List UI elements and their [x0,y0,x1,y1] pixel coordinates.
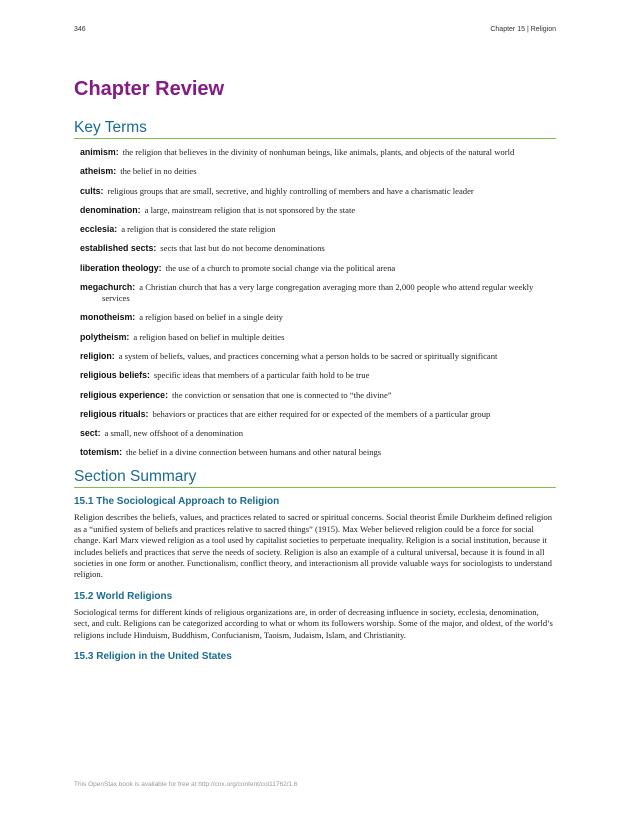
term-definition: a large, mainstream religion that is not sponsored by the state [144,204,356,215]
term-word: monotheism: [80,312,136,323]
running-header: Chapter 15 | Religion [490,26,556,33]
term-definition: sects that last but do not become denominations [160,243,325,254]
term-definition: the religion that believes in the divinity of nonhuman beings, like animals, plants, and objects of the natural world [122,147,515,157]
term-entry [74,205,556,216]
term-entry [74,166,556,177]
page-number: 346 [74,26,86,33]
term-entry [74,263,556,274]
term-word: cults: [80,185,104,196]
term-entry [74,428,556,439]
section-title: 15.3 Religion in the United States [74,651,232,663]
key-terms-heading: Key Terms [74,119,556,139]
key-terms-list [74,147,556,458]
term-definition: the conviction or sensation that one is connected to “the divine” [172,389,392,400]
term-word: megachurch: [80,282,136,293]
term-definition: religious groups that are small, secretive, and highly controlling of members and have a charismatic leader [107,185,474,196]
page-content [74,78,556,667]
term-word: religion: [80,350,115,361]
term-word: denomination: [80,204,141,215]
term-definition: a system of beliefs, values, and practices concerning what a person holds to be sacred or spiritually significant [118,350,498,361]
term-word: liberation theology: [80,262,162,273]
footer-note: This OpenStax book is available for free at http://cnx.org/content/col11762/1.6 [74,781,298,788]
term-definition: a religion based on belief in a single deity [139,312,283,323]
term-entry [74,224,556,235]
section-text: Sociological terms for different kinds of religious organizations are, in order of decreasing influence in society, ecclesia, denomination, sect, and cult. Religions can be categorized according to what or whom its followers worship. Some of the major, and oldest, of the world’s religions include Hinduism, Buddhism, Confucianism, Taoism, Judaism, Islam, and Christianity. [74,606,553,640]
term-word: established sects: [80,243,157,254]
term-word: sect: [80,428,101,439]
section-summary-heading: Section Summary [74,468,556,488]
term-word: polytheism: [80,331,130,342]
term-definition: the belief in no deities [120,166,197,177]
term-definition: a religion that is considered the state religion [121,224,276,235]
term-entry [74,332,556,343]
term-word: ecclesia: [80,224,118,235]
term-word: animism: [80,147,119,157]
term-word: totemism: [80,447,123,458]
term-definition: a religion based on belief in multiple deities [133,331,285,342]
term-entry [74,147,556,158]
chapter-review-title: Chapter Review [74,78,225,100]
term-definition: the use of a church to promote social change via the political arena [165,262,396,273]
term-word: religious rituals: [80,408,149,419]
term-definition: specific ideas that members of a particular faith hold to be true [153,370,370,381]
term-word: religious experience: [80,389,169,400]
section-title: 15.2 World Religions [74,590,173,602]
term-entry [74,243,556,254]
term-entry [74,409,556,420]
term-entry [74,390,556,401]
term-entry [74,447,556,458]
section-title: 15.1 The Sociological Approach to Religion [74,496,280,508]
term-word: atheism: [80,166,117,177]
term-definition: a Christian church that has a very large congregation averaging more than 2,000 people who attend regular weekly services [102,282,534,304]
term-definition: a small, new offshoot of a denomination [104,428,244,439]
term-entry [74,186,556,197]
term-entry [74,312,556,323]
term-entry [74,370,556,381]
term-word: religious beliefs: [80,370,150,381]
section-text: Religion describes the beliefs, values, and practices related to sacred or spiritual concerns. Social theorist Émile Durkheim defined religion as a “unified system of beliefs and practices relative to sacred things” (1915). Max Weber believed religion could be a force for social change. Karl Marx viewed religion as a tool used by capitalist societies to perpetuate inequality. Religion is a social institution, because it includes beliefs and practices that serve the needs of society. Religion is also an example of a cultural universal, because it is found in all societies in one form or another. Functionalism, conflict theory, and interactionism all provide valuable ways for sociologists to understand religion. [74,512,552,580]
term-entry [74,282,556,304]
term-entry [74,351,556,362]
term-definition: behaviors or practices that are either required for or expected of the members of a particular group [152,408,491,419]
term-definition: the belief in a divine connection between humans and other natural beings [126,447,382,458]
